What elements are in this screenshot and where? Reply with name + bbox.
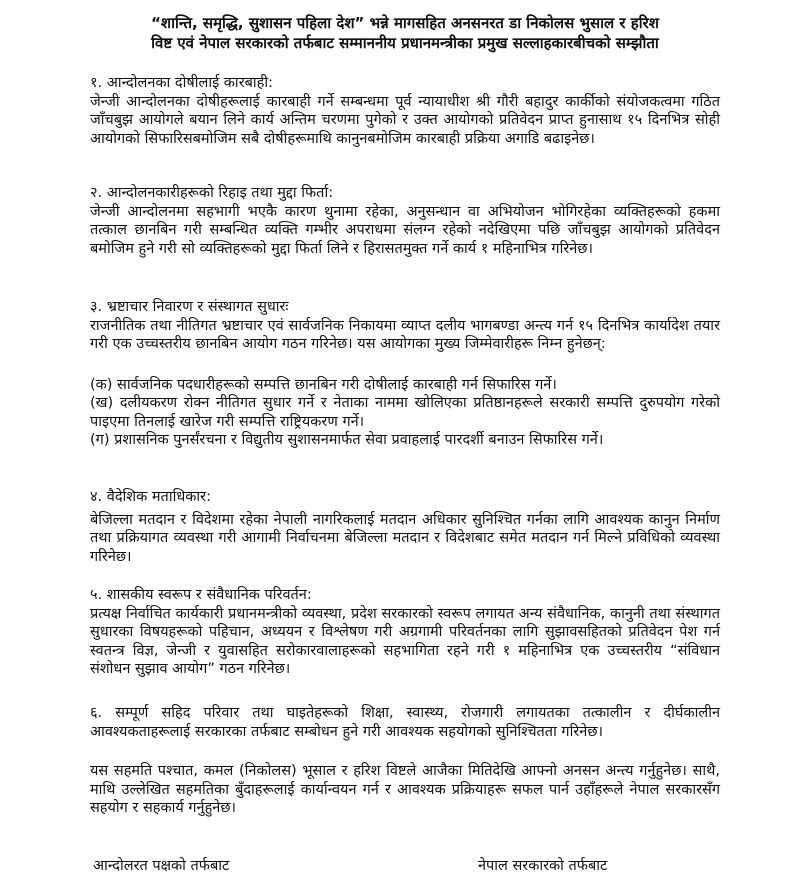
section-1 [90,74,720,148]
closing-paragraph: यस सहमति पश्चात, कमल (निकोलस) भूसाल र हरिश विष्टले आजैका मितिदेखि आफ्नो अनसन अन्त्य गर्नुहुनेछ। साथै, माथि उल्लेखित सहमतिका बुँदाहरूलाई कार्यान्वयन गर्न र आवश्यक प्रक्रियाहरू सफल पार्न उहाँहरूले नेपाल सरकारसँग सहयोग र सहकार्य गर्नुहुनेछ। [90,763,720,816]
section-5-heading: ५. शासकीय स्वरूप र संवैधानिक परिवर्तन: [90,587,312,603]
closing-paragraph-block [90,762,720,818]
section-4-heading: ४. वैदेशिक मताधिकार: [90,489,211,505]
section-3-heading: ३. भ्रष्टाचार निवारण र संस्थागत सुधारः [90,299,289,315]
section-3-body: राजनीतिक तथा नीतिगत भ्रष्टाचार एवं सार्वजनिक निकायमा व्याप्त दलीय भागबण्डा अन्त्य गर्न १५ दिनभित्र कार्यादेश तयार गरी एक उच्चस्तरीय छानबिन आयोग गठन गरिनेछ। यस आयोगका मुख्य जिम्मेवारीहरू निम्न हुनेछन्: [90,317,720,352]
signature-right-label: नेपाल सरकारको तर्फबाट [478,858,608,874]
section-3-item-kha: (ख) दलीयकरण रोक्न नीतिगत सुधार गर्ने र नेताका नाममा खोलिएका प्रतिष्ठानहरूले सरकारी सम्पत्ति दुरुपयोग गरेको पाइएमा तिनलाई खारेज गरी सम्पत्ति राष्ट्रियकरण गर्ने। [90,395,720,430]
section-1-body: जेन्जी आन्दोलनका दोषीहरूलाई कारबाही गर्ने सम्बन्धमा पूर्व न्यायाधीश श्री गौरी बहादुर कार्कीको संयोजकत्वमा गठित जाँचबुझ आयोगले बयान लिने कार्य अन्तिम चरणमा पुगेको र उक्त आयोगको प्रतिवेदन प्राप्त हुनासाथ १५ दिनभित्र सोही आयोगको सिफारिसबमोजिम सबै दोषीहरूमाथि कानुनबमोजिम कारबाही प्रक्रिया अगाडि बढाइनेछ। [90,93,720,147]
section-3 [90,298,720,450]
section-6-body: ६. सम्पूर्ण सहिद परिवार तथा घाइतेहरूको शिक्षा, स्वास्थ्य, रोजगारी लगायतका तत्कालीन र दीर्घकालीन आवश्यकताहरूलाई सरकारका तर्फबाट सम्बोधन हुने गरी आवश्यक सहयोगको सुनिश्चितता गरिनेछ। [90,705,720,740]
section-3-item-ka: (क) सार्वजनिक पदधारीहरूको सम्पत्ति छानबिन गरी दोषीलाई कारबाही गर्न सिफारिस गर्ने। [90,376,557,393]
section-6 [90,704,720,741]
section-3-item-ga: (ग) प्रशासनिक पुनर्संरचना र विद्युतीय सुशासनमार्फत सेवा प्रवाहलाई पारदर्शी बनाउन सिफारिस गर्ने। [90,432,604,448]
section-4-body: बेजिल्ला मतदान र विदेशमा रहेका नेपाली नागरिकलाई मतदान अधिकार सुनिश्चित गर्नका लागि आवश्यक कानुन निर्माण तथा प्रक्रियागत व्यवस्था गरी आगामी निर्वाचनमा बेजिल्ला मतदान र विदेशबाट समेत मतदान गर्न मिल्ने प्रविधिको व्यवस्था गरिनेछ। [90,511,720,565]
section-2-body: जेन्जी आन्दोलनमा सहभागी भएकै कारण थुनामा रहेका, अनुसन्धान वा अभियोजन भोगिरहेका व्यक्तिहरूको हकमा तत्काल छानबिन गरी सम्बन्धित व्यक्ति गम्भीर अपराधमा संलग्न रहेको नदेखिएमा पछि जाँचबुझ आयोगको प्रतिवेदन बमोजिम हुने गरी सो व्यक्तिहरूको मुद्दा फिर्ता लिने र हिरासतमुक्त गर्ने कार्य १ महिनाभित्र गरिनेछ। [90,203,720,257]
section-5-body: प्रत्यक्ष निर्वाचित कार्यकारी प्रधानमन्त्रीको व्यवस्था, प्रदेश सरकारको स्वरूप लगायत अन्य संवैधानिक, कानुनी तथा संस्थागत सुधारका विषयहरूको पहिचान, अध्ययन र विश्लेषण गरी अग्रगामी परिवर्तनका लागि सुझावसहितको प्रतिवेदन पेश गर्न स्वतन्त्र विज्ञ, जेन्जी र युवासहित सरोकारवालाहरूको सहभागिता रहने गरी १ महिनाभित्र एक उच्चस्तरीय “संविधान संशोधन सुझाव आयोग” गठन गरिनेछ। [90,605,720,677]
section-4 [90,488,720,566]
document-title-line-2: विष्ट एवं नेपाल सरकारको तर्फबाट सम्माननीय प्रधानमन्त्रीका प्रमुख सल्लाहकारबीचको सम्झौता [151,34,659,52]
section-2-heading: २. आन्दोलनकारीहरूको रिहाइ तथा मुद्दा फिर्ता: [90,185,334,201]
signature-left-label: आन्दोलरत पक्षको तर्फबाट [93,858,230,874]
section-2 [90,184,720,258]
section-5 [90,586,720,679]
document-title-line-1: “शान्ति, समृद्धि, सुशासन पहिला देश” भन्ने मागसहित अनसनरत डा निकोलस भुसाल र हरिश [151,14,659,32]
section-1-heading: १. आन्दोलनका दोषीलाई कारबाही: [90,75,273,91]
